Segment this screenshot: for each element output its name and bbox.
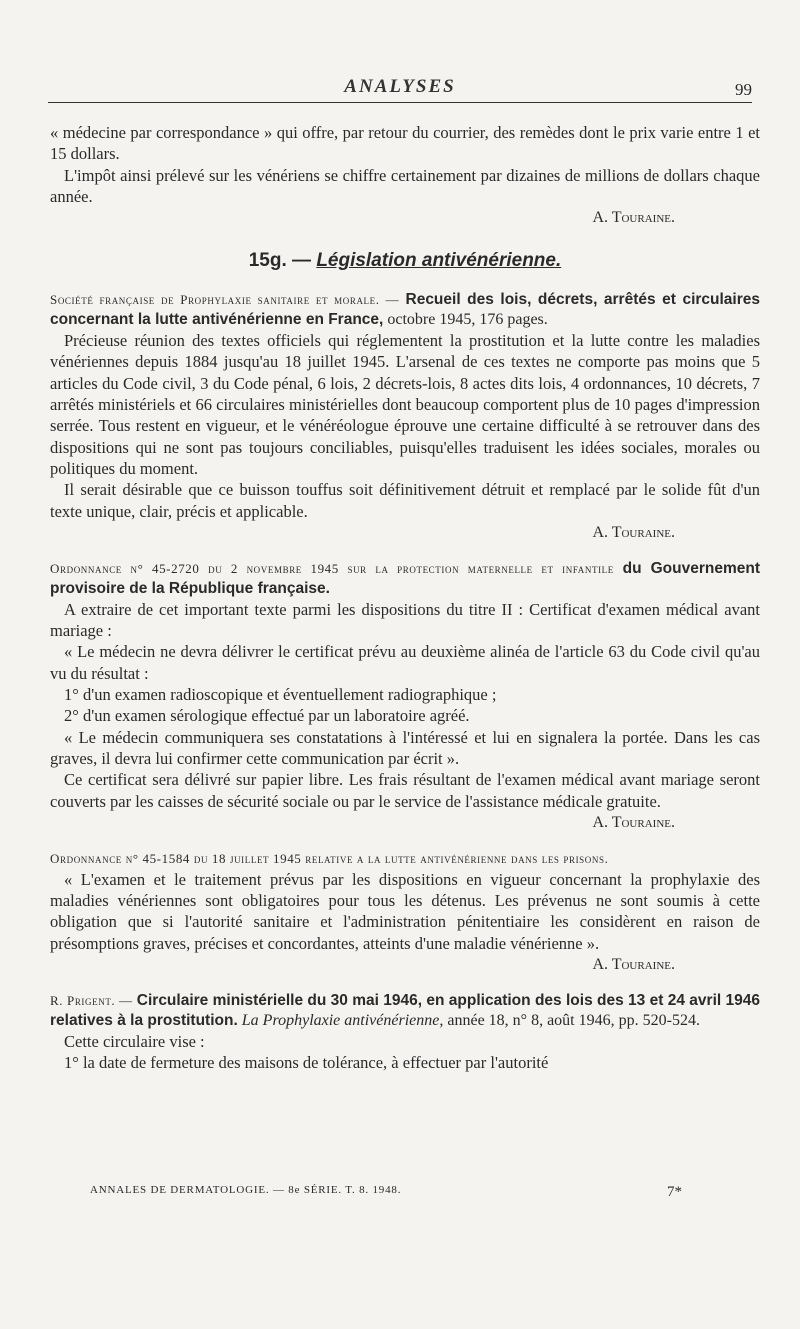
entry-4-title: Circulaire ministérielle du 30 mai 1946, en application des lois des 13 et 24 avril 1946 relatives à la prostitution. bbox=[50, 992, 761, 1030]
entry-1-paragraph: Précieuse réunion des textes officiels qui réglementent la prostitution et la lutte contre les maladies vénériennes depuis 1884 jusqu'au 18 juillet 1945. L'arsenal de ces textes ne comporte pas moins que 5 articles du Code civil, 3 du Code pénal, 6 lois, 2 décrets-lois, 8 actes dits lois, 4 ordonnances, 10 décrets, 7 arrêtés ministériels et 66 circulaires ministérielles dont beaucoup comportent plus de 10 pages d'impression serrée. Tous restent en vigueur, et le vénéréologue éprouve une certaine difficulté à se retrouver dans des dispositions qui ne sont pas toujours conciliables, puisqu'elles traduisent les idées sociales, morales ou politiques du moment. bbox=[50, 331, 760, 478]
intro-paragraph-1: « médecine par correspondance » qui offre, par retour du courrier, des remèdes dont le prix varie entre 1 et 15 dollars. bbox=[50, 123, 760, 164]
entry-1-head bbox=[50, 290, 760, 330]
page-number: 99 bbox=[735, 80, 752, 99]
entry-2-paragraph: « Le médecin ne devra délivrer le certificat prévu au deuxième alinéa de l'article 63 du Code civil qu'au vu du résultat : bbox=[50, 642, 760, 683]
footer-citation: ANNALES DE DERMATOLOGIE. — 8e SÉRIE. T. 8. 1948. bbox=[90, 1184, 402, 1196]
page-footer bbox=[90, 1184, 682, 1201]
entry-2-signature: A. Touraine. bbox=[592, 813, 675, 831]
intro-paragraph-2: L'impôt ainsi prélevé sur les vénériens se chiffre certainement par dizaines de millions de dollars chaque année. bbox=[50, 165, 760, 206]
section-number: 15g. bbox=[248, 250, 287, 272]
footer-signature-mark: 7* bbox=[667, 1184, 682, 1200]
entry-1 bbox=[50, 290, 760, 543]
entry-4 bbox=[50, 991, 760, 1074]
entry-3-signature: A. Touraine. bbox=[592, 956, 675, 974]
entry-4-publication: année 18, n° 8, août 1946, pp. 520-524. bbox=[447, 1012, 700, 1030]
entry-4-journal: La Prophylaxie antivénérienne, bbox=[241, 1012, 444, 1030]
entry-1-publication: octobre 1945, 176 pages. bbox=[387, 311, 548, 329]
entry-4-author: R. Prigent. — bbox=[50, 993, 133, 1009]
entry-2 bbox=[50, 559, 760, 833]
entry-1-paragraph: Il serait désirable que ce buisson touffus soit définitivement détruit et remplacé par le solide fût d'un texte unique, clair, précis et applicable. bbox=[50, 480, 760, 521]
entry-3-head bbox=[50, 849, 760, 869]
entry-2-author: Ordonnance n° 45-2720 du 2 novembre 1945 sur la protection maternelle et infantile bbox=[50, 560, 614, 576]
entry-4-head bbox=[50, 991, 760, 1031]
page-header bbox=[48, 72, 752, 103]
section-dash: — bbox=[292, 250, 312, 272]
entry-2-paragraph: A extraire de cet important texte parmi les dispositions du titre II : Certificat d'examen médical avant mariage : bbox=[50, 599, 760, 641]
entry-1-signature: A. Touraine. bbox=[592, 523, 675, 541]
entry-3-paragraph: « L'examen et le traitement prévus par les dispositions en vigueur concernant la prophylaxie des maladies vénériennes sont obligatoires pour tous les détenus. Les prévenus ne sont soumis à cette obligation que si l'autorité sanitaire et l'administration pénitentiaire les considèrent en raison de présomptions graves, précises et concordantes, atteints d'une maladie vénérienne ». bbox=[50, 869, 760, 953]
entry-3 bbox=[50, 849, 760, 975]
section-title: Législation antivénérienne. bbox=[316, 250, 562, 272]
entry-3-author: Ordonnance n° 45-1584 du 18 juillet 1945 relative a la lutte antivénérienne dans les prisons. bbox=[50, 850, 609, 866]
entry-1-author: Société française de Prophylaxie sanitaire et morale. — bbox=[50, 292, 400, 308]
entry-2-head bbox=[50, 559, 760, 599]
running-title: ANALYSES bbox=[344, 76, 456, 97]
entry-4-paragraph: Cette circulaire vise : bbox=[64, 1032, 205, 1052]
entry-2-paragraph: « Le médecin communiquera ses constatations à l'intéressé et lui en signalera la portée. Dans les cas graves, il devra lui confirmer cette communication par écrit ». bbox=[50, 727, 760, 768]
section-heading bbox=[50, 250, 760, 272]
page-body bbox=[50, 122, 760, 1074]
entry-2-title: du Gouvernement provisoire de la République française. bbox=[50, 559, 760, 597]
entry-1-title: Recueil des lois, décrets, arrêtés et circulaires concernant la lutte antivénérienne en France, bbox=[50, 291, 761, 329]
entry-4-paragraph: 1° la date de fermeture des maisons de tolérance, à effectuer par l'autorité bbox=[64, 1053, 549, 1073]
entry-2-paragraph: Ce certificat sera délivré sur papier libre. Les frais résultant de l'examen médical avant mariage seront couverts par les caisses de sécurité sociale ou par le service de l'assistance médicale gratuite. bbox=[50, 770, 760, 811]
entry-2-paragraph: 1° d'un examen radioscopique et éventuellement radiographique ; bbox=[64, 685, 497, 705]
intro-signature: A. Touraine. bbox=[592, 209, 675, 227]
entry-2-paragraph: 2° d'un examen sérologique effectué par un laboratoire agréé. bbox=[64, 706, 470, 726]
